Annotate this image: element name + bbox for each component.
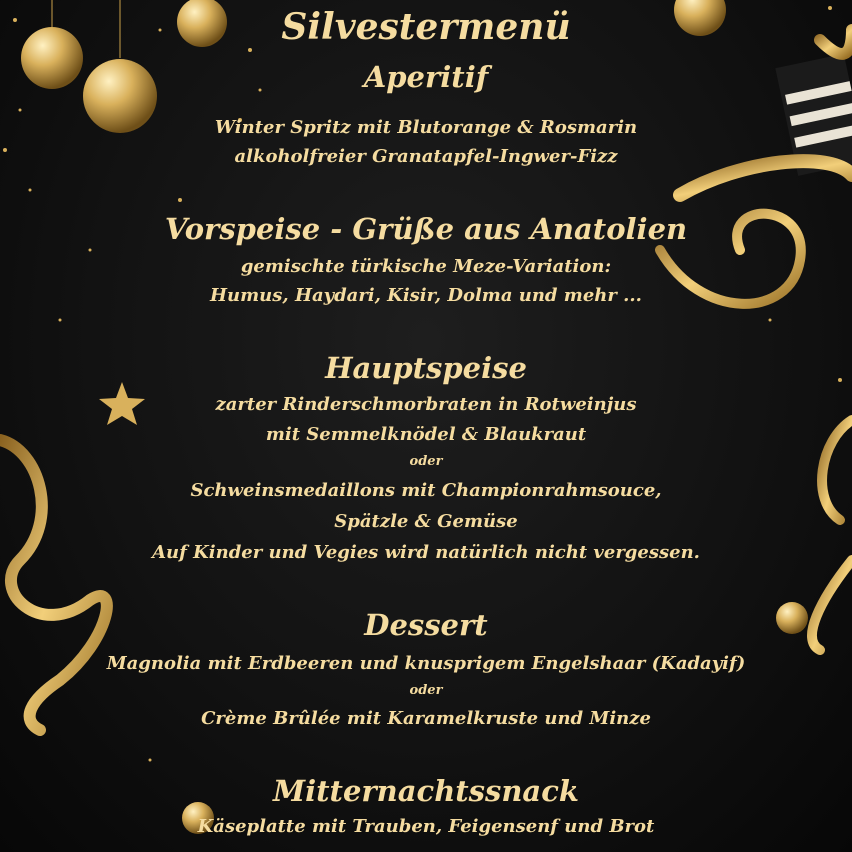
section-heading-hauptspeise: Hauptspeise: [325, 351, 527, 385]
section-heading-mitternachtssnack: Mitternachtssnack: [273, 774, 579, 808]
menu-title: Silvestermenü: [281, 6, 571, 48]
section-heading-aperitif: Aperitif: [363, 60, 489, 94]
menu-item: mit Semmelknödel & Blaukraut: [265, 424, 587, 445]
menu-note: Auf Kinder und Vegies wird natürlich nicht vergessen.: [152, 542, 700, 563]
menu-item: Humus, Haydari, Kisir, Dolma und mehr ...: [210, 285, 642, 306]
menu-item: Schweinsmedaillons mit Championrahmsouce,: [190, 480, 662, 501]
menu-item: Spätzle & Gemüse: [334, 511, 518, 532]
menu-item: zarter Rinderschmorbraten in Rotweinjus: [215, 394, 637, 415]
menu-separator-oder: oder: [409, 454, 443, 469]
menu-item: gemischte türkische Meze-Variation:: [240, 256, 612, 277]
menu-item: alkoholfreier Granatapfel-Ingwer-Fizz: [234, 146, 618, 167]
menu-item: Crème Brûlée mit Karamelkruste und Minze: [201, 708, 651, 729]
menu-item: Magnolia mit Erdbeeren und knusprigem Engelshaar (Kadayif): [106, 653, 746, 674]
menu-item: Käseplatte mit Trauben, Feigensenf und Brot: [197, 816, 655, 837]
section-heading-vorspeise: Vorspeise - Grüße aus Anatolien: [164, 212, 688, 246]
menu-separator-oder: oder: [409, 683, 443, 698]
section-heading-dessert: Dessert: [364, 608, 488, 642]
menu-item: Winter Spritz mit Blutorange & Rosmarin: [214, 117, 638, 138]
